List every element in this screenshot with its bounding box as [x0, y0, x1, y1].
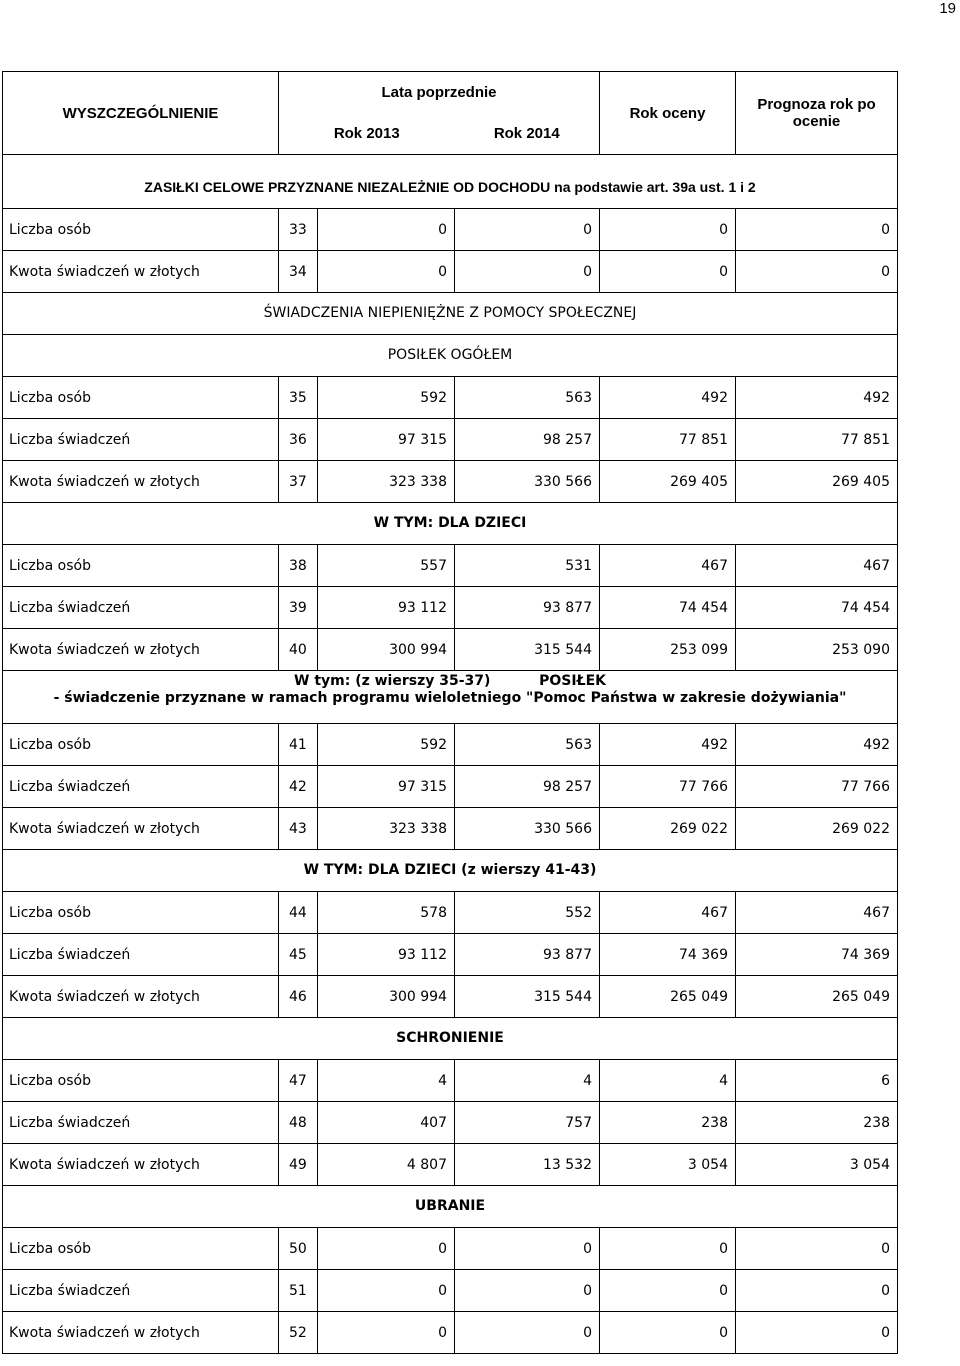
section-title-row	[3, 850, 898, 892]
value-vforecast: 74 369	[736, 934, 898, 976]
value-v2013: 592	[318, 724, 455, 766]
section-title: W TYM: DLA DZIECI	[3, 503, 898, 545]
value-v2014: 93 877	[455, 934, 600, 976]
value-v2013: 0	[318, 1228, 455, 1270]
row-label: Liczba świadczeń	[3, 587, 279, 629]
value-v2014: 552	[455, 892, 600, 934]
table-row	[3, 1270, 898, 1312]
row-number: 44	[279, 892, 318, 934]
row-label: Liczba osób	[3, 892, 279, 934]
row-number: 43	[279, 808, 318, 850]
value-v2014: 0	[455, 1312, 600, 1354]
section-title-row	[3, 293, 898, 335]
value-vassess: 253 099	[600, 629, 736, 671]
row-label: Liczba osób	[3, 209, 279, 251]
table-row	[3, 976, 898, 1018]
section-title-row	[3, 1186, 898, 1228]
value-vassess: 467	[600, 545, 736, 587]
section-title-row	[3, 1018, 898, 1060]
value-v2014: 98 257	[455, 766, 600, 808]
value-v2014: 757	[455, 1102, 600, 1144]
row-number: 52	[279, 1312, 318, 1354]
value-vassess: 77 766	[600, 766, 736, 808]
table-row	[3, 251, 898, 293]
value-vassess: 0	[600, 1270, 736, 1312]
value-vassess: 4	[600, 1060, 736, 1102]
value-vassess: 77 851	[600, 419, 736, 461]
value-vforecast: 74 454	[736, 587, 898, 629]
table-row	[3, 1312, 898, 1354]
value-v2014: 0	[455, 251, 600, 293]
row-label: Kwota świadczeń w złotych	[3, 629, 279, 671]
table-row	[3, 1228, 898, 1270]
section-title: POSIŁEK OGÓŁEM	[3, 335, 898, 377]
row-label: Liczba świadczeń	[3, 766, 279, 808]
value-vforecast: 6	[736, 1060, 898, 1102]
section-title-line-2: - świadczenie przyznane w ramach programu wieloletniego "Pomoc Państwa w zakresie dożywiania"	[53, 690, 847, 706]
row-number: 38	[279, 545, 318, 587]
row-number: 46	[279, 976, 318, 1018]
value-vassess: 0	[600, 251, 736, 293]
table-row	[3, 766, 898, 808]
value-vforecast: 0	[736, 1228, 898, 1270]
table-row	[3, 934, 898, 976]
value-v2014: 315 544	[455, 629, 600, 671]
previous-years-header: Lata poprzednie	[279, 72, 600, 114]
value-vforecast: 492	[736, 724, 898, 766]
value-vassess: 3 054	[600, 1144, 736, 1186]
row-number: 40	[279, 629, 318, 671]
table-body	[3, 155, 898, 1354]
row-label: Kwota świadczeń w złotych	[3, 1312, 279, 1354]
row-number: 49	[279, 1144, 318, 1186]
row-number: 39	[279, 587, 318, 629]
value-vassess: 265 049	[600, 976, 736, 1018]
value-v2014: 315 544	[455, 976, 600, 1018]
table-row	[3, 545, 898, 587]
value-vassess: 269 022	[600, 808, 736, 850]
table-row	[3, 419, 898, 461]
value-vassess: 492	[600, 377, 736, 419]
value-v2014: 0	[455, 209, 600, 251]
row-number: 51	[279, 1270, 318, 1312]
table-row	[3, 1060, 898, 1102]
row-label: Liczba osób	[3, 377, 279, 419]
row-number: 50	[279, 1228, 318, 1270]
value-vforecast: 0	[736, 251, 898, 293]
row-label: Kwota świadczeń w złotych	[3, 1144, 279, 1186]
table-row	[3, 724, 898, 766]
row-label: Liczba osób	[3, 1228, 279, 1270]
section-title-row	[3, 503, 898, 545]
row-label: Liczba osób	[3, 545, 279, 587]
value-vforecast: 3 054	[736, 1144, 898, 1186]
value-vforecast: 269 022	[736, 808, 898, 850]
value-vassess: 74 454	[600, 587, 736, 629]
section-title-row	[3, 671, 898, 724]
assessment-year-header: Rok oceny	[600, 72, 736, 155]
description-header: WYSZCZEGÓLNIENIE	[3, 72, 279, 155]
value-v2013: 592	[318, 377, 455, 419]
section-title-row	[3, 335, 898, 377]
row-label: Liczba świadczeń	[3, 419, 279, 461]
value-vassess: 492	[600, 724, 736, 766]
value-vforecast: 77 851	[736, 419, 898, 461]
year-2013-header: Rok 2013	[279, 113, 455, 155]
table-row	[3, 461, 898, 503]
row-label: Kwota świadczeń w złotych	[3, 251, 279, 293]
value-vassess: 0	[600, 209, 736, 251]
value-vforecast: 467	[736, 892, 898, 934]
value-v2013: 407	[318, 1102, 455, 1144]
value-vassess: 467	[600, 892, 736, 934]
value-vforecast: 492	[736, 377, 898, 419]
value-v2013: 4	[318, 1060, 455, 1102]
benefits-table	[2, 71, 898, 1354]
row-number: 48	[279, 1102, 318, 1144]
table-row	[3, 1144, 898, 1186]
value-v2014: 330 566	[455, 808, 600, 850]
header-row-1	[3, 72, 898, 114]
value-v2013: 0	[318, 1312, 455, 1354]
row-number: 41	[279, 724, 318, 766]
table-row	[3, 629, 898, 671]
value-vforecast: 0	[736, 1270, 898, 1312]
value-vforecast: 0	[736, 1312, 898, 1354]
value-v2013: 93 112	[318, 587, 455, 629]
value-vforecast: 269 405	[736, 461, 898, 503]
table-row	[3, 209, 898, 251]
row-label: Liczba świadczeń	[3, 934, 279, 976]
value-v2014: 563	[455, 377, 600, 419]
row-label: Kwota świadczeń w złotych	[3, 461, 279, 503]
value-v2013: 93 112	[318, 934, 455, 976]
row-label: Liczba świadczeń	[3, 1102, 279, 1144]
year-2014-header: Rok 2014	[455, 113, 600, 155]
row-label: Liczba osób	[3, 724, 279, 766]
section-title: SCHRONIENIE	[3, 1018, 898, 1060]
row-number: 42	[279, 766, 318, 808]
value-vforecast: 77 766	[736, 766, 898, 808]
value-v2013: 0	[318, 251, 455, 293]
value-vassess: 0	[600, 1228, 736, 1270]
row-label: Liczba osób	[3, 1060, 279, 1102]
section-title: UBRANIE	[3, 1186, 898, 1228]
row-label: Liczba świadczeń	[3, 1270, 279, 1312]
value-v2013: 0	[318, 209, 455, 251]
row-label: Kwota świadczeń w złotych	[3, 976, 279, 1018]
value-v2013: 0	[318, 1270, 455, 1312]
value-v2013: 97 315	[318, 766, 455, 808]
value-v2013: 97 315	[318, 419, 455, 461]
forecast-header: Prognoza rok po ocenie	[736, 72, 898, 155]
value-v2014: 93 877	[455, 587, 600, 629]
value-v2013: 557	[318, 545, 455, 587]
value-v2014: 0	[455, 1228, 600, 1270]
table-row	[3, 892, 898, 934]
value-vassess: 269 405	[600, 461, 736, 503]
value-v2014: 330 566	[455, 461, 600, 503]
value-v2013: 323 338	[318, 808, 455, 850]
row-number: 36	[279, 419, 318, 461]
value-v2014: 4	[455, 1060, 600, 1102]
table-row	[3, 1102, 898, 1144]
row-number: 35	[279, 377, 318, 419]
value-v2014: 98 257	[455, 419, 600, 461]
value-vforecast: 238	[736, 1102, 898, 1144]
value-v2013: 300 994	[318, 629, 455, 671]
value-vassess: 238	[600, 1102, 736, 1144]
value-vforecast: 467	[736, 545, 898, 587]
value-v2013: 300 994	[318, 976, 455, 1018]
row-number: 37	[279, 461, 318, 503]
value-vassess: 0	[600, 1312, 736, 1354]
table-row	[3, 377, 898, 419]
value-v2013: 323 338	[318, 461, 455, 503]
section-title	[3, 671, 898, 724]
value-vforecast: 253 090	[736, 629, 898, 671]
value-vassess: 74 369	[600, 934, 736, 976]
table-row	[3, 587, 898, 629]
section-title-line-1: W tym: (z wierszy 35-37) POSIŁEK	[294, 673, 606, 689]
row-number: 33	[279, 209, 318, 251]
value-vforecast: 0	[736, 209, 898, 251]
value-v2014: 531	[455, 545, 600, 587]
row-number: 47	[279, 1060, 318, 1102]
section-title: ZASIŁKI CELOWE PRZYZNANE NIEZALEŻNIE OD DOCHODU na podstawie art. 39a ust. 1 i 2	[3, 155, 898, 209]
row-number: 34	[279, 251, 318, 293]
value-v2013: 578	[318, 892, 455, 934]
section-title: W TYM: DLA DZIECI (z wierszy 41-43)	[3, 850, 898, 892]
value-v2014: 13 532	[455, 1144, 600, 1186]
value-v2014: 563	[455, 724, 600, 766]
row-label: Kwota świadczeń w złotych	[3, 808, 279, 850]
section-title: ŚWIADCZENIA NIEPIENIĘŻNE Z POMOCY SPOŁECZNEJ	[3, 293, 898, 335]
value-v2014: 0	[455, 1270, 600, 1312]
page-number: 19	[939, 0, 956, 17]
value-v2013: 4 807	[318, 1144, 455, 1186]
value-vforecast: 265 049	[736, 976, 898, 1018]
section-title-row	[3, 155, 898, 209]
table-row	[3, 808, 898, 850]
row-number: 45	[279, 934, 318, 976]
